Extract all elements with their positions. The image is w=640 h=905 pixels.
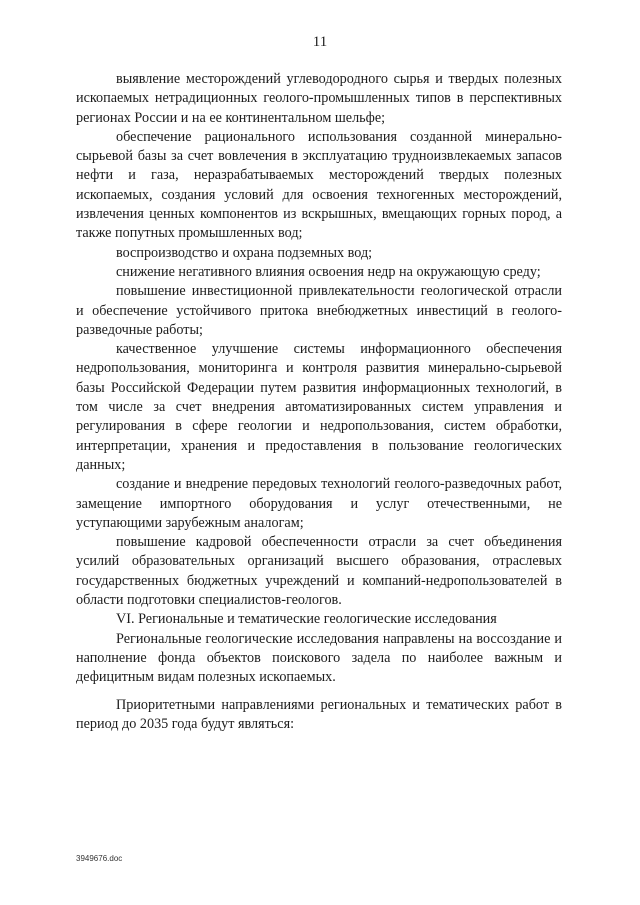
paragraph: создание и внедрение передовых технологий геолого-разведочных работ, замещение импортного оборудования и услуг отечественными, не уступающими зарубежным аналогам;: [76, 476, 562, 531]
paragraph: обеспечение рационального использования созданной минерально-сырьевой базы за счет вовлечения в эксплуатацию трудноизвлекаемых запасов нефти и газа, неразрабатываемых месторождений твердых полезных ископаемых, создания условий для освоения техногенных месторождений, извлечения ценных компонентов из вскрышных, вмещающих горных пород, а также попутных промышленных вод;: [76, 128, 562, 242]
paragraph: Региональные геологические исследования направлены на воссоздание и наполнение фонда объектов поискового задела по наиболее важным и дефицитным видам полезных ископаемых.: [76, 630, 562, 686]
paragraph: воспроизводство и охрана подземных вод;: [116, 244, 373, 261]
paragraph: выявление месторождений углеводородного сырья и твердых полезных ископаемых нетрадиционных геолого-промышленных типов в перспективных регионах России и на ее континентальном шельфе;: [76, 71, 562, 126]
paragraph: повышение инвестиционной привлекательности геологической отрасли и обеспечение устойчивого притока внебюджетных инвестиций в геолого-разведочные работы;: [76, 283, 562, 338]
file-name-footer: 3949676.doc: [76, 854, 123, 863]
section-title: VI. Региональные и тематические геологические исследования: [116, 611, 497, 628]
document-body: [76, 70, 562, 734]
paragraph: снижение негативного влияния освоения недр на окружающую среду;: [116, 263, 541, 280]
paragraph: качественное улучшение системы информационного обеспечения недропользования, мониторинга и контроля развития минерально-сырьевой базы Российской Федерации путем развития информационных технологий, в том числе за счет внедрения автоматизированных систем управления и регулирования в сфере геологии и недропользования, систем обработки, интерпретации, хранения и предоставления в пользование геологических данных;: [76, 341, 562, 473]
page-number: 11: [312, 34, 328, 50]
paragraph: повышение кадровой обеспеченности отрасли за счет объединения усилий образовательных организаций высшего образования, отраслевых государственных бюджетных учреждений и компаний-недропользователей в области подготовки специалистов-геологов.: [76, 534, 562, 609]
paragraph: Приоритетными направлениями региональных и тематических работ в период до 2035 года будут являться:: [76, 696, 562, 732]
